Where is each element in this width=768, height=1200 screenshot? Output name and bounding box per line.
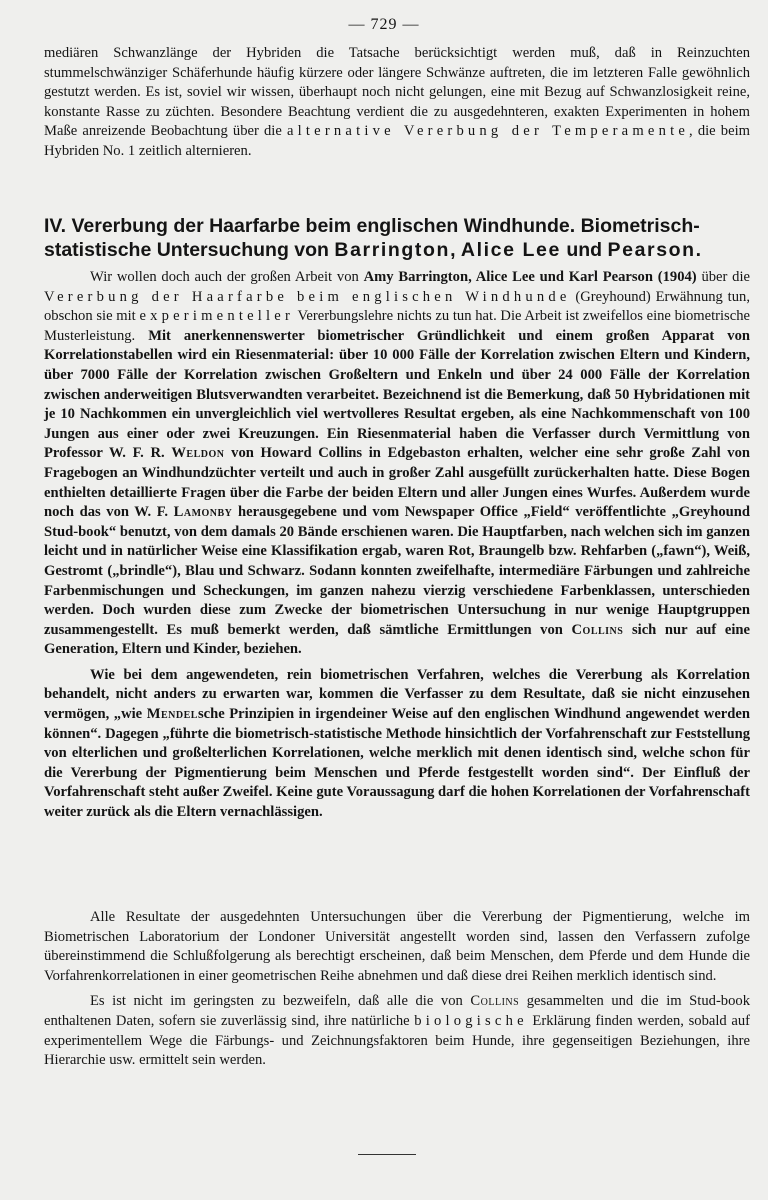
author-name: Pearson: [607, 239, 696, 261]
main-text: [44, 268, 750, 823]
bold-passage: Mit anerkennenswerter biometrischer Gründlichkeit und einem großen Apparat von Korrelationstabellen wird ein Riesenmaterial: über 10 000 Fälle der Korrelation zwischen Eltern und Kindern, über 7000 Fälle der Korrelation zwischen Großeltern und Enkeln und über 24 000 Fälle der Korrelation zwischen anderweitigen Blutsverwandten verarbeitet. Bezeichnend ist die Bemerkung, daß 50 Hybridationen mit je 10 Nachkommen ein unvergleichlich viel wertvolleres Resultat ergeben, als eine Nachkommenschaft von 100 Jungen aus einer oder zwei Kreuzungen. Ein Riesenmaterial haben die Verfasser durch Vermittlung von Professor W. F. R.: [44, 327, 750, 462]
text-run: Wir wollen doch auch der großen Arbeit von: [90, 269, 364, 285]
author-name: Alice Lee: [460, 239, 561, 261]
paragraph-5: [44, 992, 750, 1070]
paragraph-2: [44, 268, 750, 660]
text-run: (Greyhound) Erwähnung tun, obschon sie mit: [44, 288, 750, 325]
heading-separator: und: [560, 239, 608, 261]
spaced-emphasis: alternative Vererbung der Temperamente: [286, 123, 690, 140]
small-caps-name: Collins: [470, 993, 520, 1010]
text-run: gesammelten und die im Stud-book enthaltenen Daten, sofern sie zuverlässig sind, ihre natürliche: [44, 993, 750, 1029]
text-run: , die beim Hybriden No. 1 zeitlich alternieren.: [44, 123, 750, 159]
spaced-emphasis: experimenteller: [139, 308, 295, 325]
paragraph-1: [44, 44, 750, 162]
author-name: Barrington: [334, 239, 451, 261]
heading-text: IV. Vererbung der Haarfarbe beim englischen Windhunde. Biometrisch-statistische Untersuchung von: [44, 215, 700, 261]
end-rule: [358, 1154, 416, 1155]
small-caps-name: Collins: [571, 621, 624, 638]
bold-passage: herausgegebene und vom Newspaper Office „Field“ veröffentlichte „Greyhound Stud-book“ benutzt, von dem damals 20 Bände erschienen waren. Die Hauptfarben, nach welchen sich im ganzen leicht und in natürlicher Weise eine Klassifikation ergab, waren Rot, Braungelb bzw. Rehfarben („fawn“), Weiß, Gestromt („brindle“), Blau und Schwarz. Sodann konnten zweifelhafte, intermediäre Färbungen und zahlreiche Farbenmischungen und Scheckungen, im ganzen nahezu vierzig verschiedene Farbenklassen, unterschieden werden. Doch wurden diese zum Zwecke der biometrischen Untersuchung in nur wenige Hauptgruppen zusammengestellt. Es muß bemerkt werden, daß sämtliche Ermittlungen von: [44, 504, 750, 638]
spaced-emphasis: biologische: [414, 1012, 528, 1029]
text-run: Es ist nicht im geringsten zu bezweifeln, daß alle die von: [90, 993, 471, 1010]
section-heading: [44, 214, 750, 262]
paragraph-3: [44, 666, 750, 823]
heading-end: .: [695, 239, 702, 261]
text-run: Erklärung finden werden, sobald auf experimentellem Wege die Färbungs- und Zeichnungsfaktoren beim Hunde, ihre gegenseitigen Beziehungen, ihre Hierarchie usw. ermittelt sein werden.: [44, 1012, 750, 1069]
text-run: Wie bei dem angewendeten, rein biometrischen Verfahren, welches die Vererbung als Korrelation behandelt, nicht anders zu erwarten war, kommen die Verfasser zu dem Resultate, daß sie nicht einzusehen vermögen, „wie: [44, 666, 750, 723]
bold-passage: in Edgebaston erhalten, welcher eine sehr große Zahl von Fragebogen an Windhundzüchter verteilt und auch in großer Zahl ausgefüllt zurückerhalten hatte. Diese Bogen enthielten detaillierte Fragen über die Farbe der beiden Eltern und aller Jungen eines Wurfes. Außerdem wurde noch das von W. F.: [44, 445, 750, 521]
bold-passage: sich nur auf eine Generation, Eltern und Kinder, beziehen.: [44, 621, 750, 658]
closing-text: [44, 908, 750, 1071]
small-caps-name: Lamonby: [173, 504, 233, 521]
page-number: — 729 —: [348, 16, 420, 33]
paragraph-4: Alle Resultate der ausgedehnten Untersuchungen über die Vererbung der Pigmentierung, welche im Biometrischen Laboratorium der Londoner Universität angestellt worden sind, lassen den Verfassern zufolge übereinstimmend die Schlußfolgerung als berechtigt erscheinen, daß beim Menschen, dem Pferde und dem Hunde die Vorfahrenkorrelationen in einer geometrischen Reihe abnehmen und daß diese drei Reihen merklich identisch sind.: [44, 909, 750, 984]
author-citation: Amy Barrington, Alice Lee und Karl Pearson (1904): [363, 269, 697, 285]
text-run: über die: [696, 269, 750, 285]
heading-separator: ,: [450, 239, 461, 261]
small-caps-name: Weldon: [171, 445, 225, 462]
continuation-paragraph: [44, 44, 750, 162]
text-run: Vererbungslehre nichts zu tun hat. Die Arbeit ist zweifellos eine biometrische Musterleistung.: [44, 308, 750, 344]
bold-passage: von: [224, 445, 261, 462]
small-caps-name: Mendel: [146, 706, 198, 723]
text-run: mediären Schwanzlänge der Hybriden die Tatsache berücksichtigt werden muß, daß in Reinzuchten stummelschwänziger Schäferhunde häufig kürzere oder längere Schwänze auftreten, die im letzteren Falle gewöhnlich gestutzt werden. Es ist, soviel wir wissen, überhaupt noch nicht gelungen, eine mit Bezug auf Schwanzlosigkeit reine, konstante Rasse zu züchten. Besondere Beachtung verdient die zu ausgedehnteren, exakten Experimenten in hohem Maße anreizende Beobachtung über die: [44, 45, 750, 140]
text-run: sche Prinzipien in irgendeiner Weise auf den englischen Windhund angewendet werden können“. Dagegen „führte die biometrisch-statistische Methode hinsichtlich der Vorfahrenschaft zur Feststellung von elterlichen und großelterlichen Korrelationen, welche merklich mit denen identisch sind, welche schon für die Vererbung der Pigmentierung beim Menschen und Pferde festgestellt worden sind“. Der Einfluß der Vorfahrenschaft steht außer Zweifel. Keine gute Voraussagung darf die hohen Korrelationen der Vorfahrenschaft weiter zurück als die Eltern vernachlässigen.: [44, 706, 750, 821]
spaced-emphasis: Vererbung der Haarfarbe beim englischen Windhunde: [44, 288, 571, 305]
bold-name: Howard Collins: [260, 445, 363, 462]
